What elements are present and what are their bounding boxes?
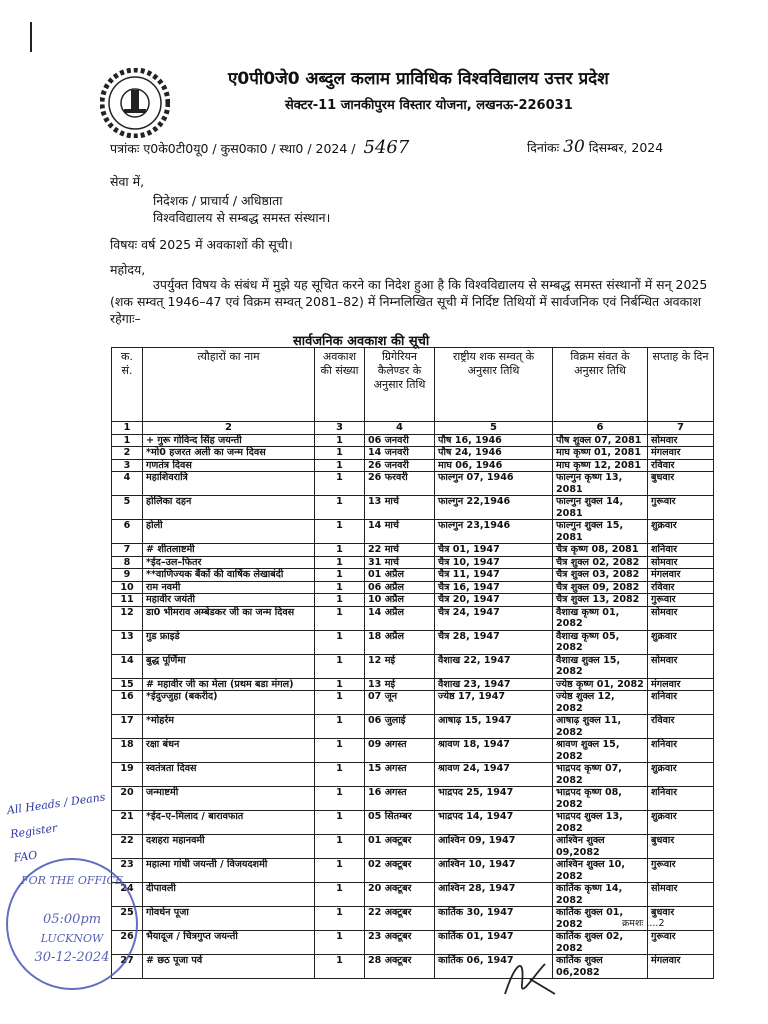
row-holiday-count: 1 bbox=[315, 569, 365, 582]
header-gregorian-date: ग्रिगेरियन कैलेण्डर के अनुसार तिथि bbox=[365, 348, 435, 422]
table-row bbox=[112, 606, 714, 630]
row-gregorian-date: 31 मार्च bbox=[365, 556, 435, 569]
row-gregorian-date: 05 सितम्बर bbox=[365, 811, 435, 835]
row-vikram-date: कार्तिक शुक्ल 06,2082 bbox=[553, 955, 648, 979]
column-number: 5 bbox=[435, 422, 553, 435]
row-vikram-date: चैत्र कृष्ण 08, 2081 bbox=[553, 544, 648, 557]
row-serial: 3 bbox=[112, 459, 143, 472]
header-weekday: सप्ताह के दिन bbox=[648, 348, 714, 422]
row-holiday-count: 1 bbox=[315, 556, 365, 569]
row-gregorian-date: 22 अक्टूबर bbox=[365, 907, 435, 931]
header-shaka-date: राष्ट्रीय शक सम्वत् के अनुसार तिथि bbox=[435, 348, 553, 422]
row-serial: 26 bbox=[112, 931, 143, 955]
row-gregorian-date: 23 अक्टूबर bbox=[365, 931, 435, 955]
row-weekday: बुधवार bbox=[648, 907, 714, 931]
date-label: दिनांकः bbox=[527, 140, 560, 155]
margin-mark bbox=[30, 22, 32, 52]
row-shaka-date: भाद्रपद 25, 1947 bbox=[435, 787, 553, 811]
column-number: 3 bbox=[315, 422, 365, 435]
row-holiday-count: 1 bbox=[315, 520, 365, 544]
row-holiday-count: 1 bbox=[315, 459, 365, 472]
row-gregorian-date: 16 अगस्त bbox=[365, 787, 435, 811]
row-holiday-count: 1 bbox=[315, 544, 365, 557]
margin-note-line-3: FAO bbox=[12, 848, 39, 865]
row-weekday: सोमवार bbox=[648, 434, 714, 447]
row-shaka-date: फाल्गुन 07, 1946 bbox=[435, 472, 553, 496]
row-shaka-date: वैशाख 23, 1947 bbox=[435, 678, 553, 691]
row-festival-name: **वाणिज्यक बैंकों की वार्षिक लेखाबंदी bbox=[143, 569, 315, 582]
margin-note-line-1: All Heads / Deans bbox=[6, 790, 107, 818]
row-serial: 2 bbox=[112, 447, 143, 460]
column-number: 2 bbox=[143, 422, 315, 435]
row-shaka-date: आश्विन 10, 1947 bbox=[435, 859, 553, 883]
row-serial: 17 bbox=[112, 715, 143, 739]
row-shaka-date: ज्येष्ठ 17, 1947 bbox=[435, 691, 553, 715]
row-serial: 7 bbox=[112, 544, 143, 557]
row-holiday-count: 1 bbox=[315, 811, 365, 835]
row-festival-name: महाशिवरात्रि bbox=[143, 472, 315, 496]
row-holiday-count: 1 bbox=[315, 955, 365, 979]
header-serial: क. सं. bbox=[112, 348, 143, 422]
row-gregorian-date: 09 अगस्त bbox=[365, 739, 435, 763]
row-vikram-date: वैशाख शुक्ल 15, 2082 bbox=[553, 654, 648, 678]
row-vikram-date: वैशाख कृष्ण 01, 2082 bbox=[553, 606, 648, 630]
row-serial: 22 bbox=[112, 835, 143, 859]
row-holiday-count: 1 bbox=[315, 606, 365, 630]
row-serial: 12 bbox=[112, 606, 143, 630]
row-festival-name: + गुरू गोविन्द सिंह जयन्ती bbox=[143, 434, 315, 447]
row-weekday: बुधवार bbox=[648, 835, 714, 859]
row-holiday-count: 1 bbox=[315, 691, 365, 715]
column-number: 1 bbox=[112, 422, 143, 435]
row-vikram-date: चैत्र शुक्ल 03, 2082 bbox=[553, 569, 648, 582]
row-festival-name: *ईद–ए–मिलाद / बारावफात bbox=[143, 811, 315, 835]
row-gregorian-date: 20 अक्टूबर bbox=[365, 883, 435, 907]
reference-handwritten-number: 5467 bbox=[363, 137, 410, 158]
row-festival-name: रक्षा बंधन bbox=[143, 739, 315, 763]
stamp-city: LUCKNOW bbox=[40, 932, 104, 945]
table-row bbox=[112, 434, 714, 447]
row-vikram-date: चैत्र शुक्ल 02, 2082 bbox=[553, 556, 648, 569]
table-row bbox=[112, 691, 714, 715]
row-gregorian-date: 06 जनवरी bbox=[365, 434, 435, 447]
row-shaka-date: पौष 16, 1946 bbox=[435, 434, 553, 447]
row-weekday: शनिवार bbox=[648, 787, 714, 811]
row-weekday: रविवार bbox=[648, 715, 714, 739]
row-festival-name: गोवर्धन पूजा bbox=[143, 907, 315, 931]
table-row bbox=[112, 569, 714, 582]
row-shaka-date: भाद्रपद 14, 1947 bbox=[435, 811, 553, 835]
column-number-row bbox=[112, 422, 714, 435]
row-gregorian-date: 06 जुलाई bbox=[365, 715, 435, 739]
row-serial: 9 bbox=[112, 569, 143, 582]
row-shaka-date: चैत्र 16, 1947 bbox=[435, 581, 553, 594]
university-name: ए0पी0जे0 अब्दुल कलाम प्राविधिक विश्वविद्यालय उत्तर प्रदेश bbox=[228, 69, 609, 89]
row-gregorian-date: 18 अप्रैल bbox=[365, 630, 435, 654]
row-shaka-date: कार्तिक 01, 1947 bbox=[435, 931, 553, 955]
header-holiday-count: अवकाश की संख्या bbox=[315, 348, 365, 422]
row-holiday-count: 1 bbox=[315, 763, 365, 787]
row-gregorian-date: 26 जनवरी bbox=[365, 459, 435, 472]
row-weekday: मंगलवार bbox=[648, 955, 714, 979]
row-serial: 27 bbox=[112, 955, 143, 979]
row-holiday-count: 1 bbox=[315, 907, 365, 931]
table-row bbox=[112, 811, 714, 835]
row-festival-name: *मोहर्रम bbox=[143, 715, 315, 739]
table-row bbox=[112, 931, 714, 955]
row-gregorian-date: 01 अप्रैल bbox=[365, 569, 435, 582]
row-holiday-count: 1 bbox=[315, 496, 365, 520]
row-shaka-date: चैत्र 20, 1947 bbox=[435, 594, 553, 607]
row-serial: 13 bbox=[112, 630, 143, 654]
row-vikram-date: कार्तिक शुक्ल 01, 2082 bbox=[553, 907, 648, 931]
row-gregorian-date: 10 अप्रैल bbox=[365, 594, 435, 607]
row-weekday: शनिवार bbox=[648, 544, 714, 557]
row-holiday-count: 1 bbox=[315, 594, 365, 607]
reference-number bbox=[110, 137, 409, 158]
row-shaka-date: आश्विन 09, 1947 bbox=[435, 835, 553, 859]
row-weekday: मंगलवार bbox=[648, 569, 714, 582]
row-festival-name: जन्माष्टमी bbox=[143, 787, 315, 811]
row-serial: 1 bbox=[112, 434, 143, 447]
row-serial: 18 bbox=[112, 739, 143, 763]
row-holiday-count: 1 bbox=[315, 739, 365, 763]
row-shaka-date: कार्तिक 06, 1947 bbox=[435, 955, 553, 979]
row-holiday-count: 1 bbox=[315, 787, 365, 811]
date-rest: दिसम्बर, 2024 bbox=[588, 140, 664, 155]
table-title: सार्वजनिक अवकाश की सूची bbox=[293, 334, 430, 349]
row-serial: 20 bbox=[112, 787, 143, 811]
table-row bbox=[112, 859, 714, 883]
row-holiday-count: 1 bbox=[315, 835, 365, 859]
row-vikram-date: आश्विन शुक्ल 09,2082 bbox=[553, 835, 648, 859]
reference-label: पत्रांकः ए0के0टी0यू0 / कुस0का0 / स्था0 / 2024 / bbox=[110, 141, 356, 156]
row-shaka-date: चैत्र 28, 1947 bbox=[435, 630, 553, 654]
column-number: 6 bbox=[553, 422, 648, 435]
row-vikram-date: आश्विन शुक्ल 10, 2082 bbox=[553, 859, 648, 883]
table-row bbox=[112, 763, 714, 787]
row-festival-name: स्वतंत्रता दिवस bbox=[143, 763, 315, 787]
row-shaka-date: कार्तिक 30, 1947 bbox=[435, 907, 553, 931]
row-shaka-date: चैत्र 10, 1947 bbox=[435, 556, 553, 569]
table-row bbox=[112, 955, 714, 979]
table-row bbox=[112, 835, 714, 859]
subject-line: विषयः वर्ष 2025 में अवकाशों की सूची। bbox=[110, 237, 293, 252]
row-weekday: सोमवार bbox=[648, 606, 714, 630]
column-number: 4 bbox=[365, 422, 435, 435]
table-row bbox=[112, 883, 714, 907]
row-weekday: सोमवार bbox=[648, 654, 714, 678]
row-serial: 25 bbox=[112, 907, 143, 931]
row-festival-name: # छठ पूजा पर्व bbox=[143, 955, 315, 979]
row-vikram-date: चैत्र शुक्ल 13, 2082 bbox=[553, 594, 648, 607]
row-serial: 11 bbox=[112, 594, 143, 607]
row-weekday: गुरूवार bbox=[648, 594, 714, 607]
row-festival-name: राम नवमी bbox=[143, 581, 315, 594]
row-festival-name: # महावीर जी का मेला (प्रथम बडा मंगल) bbox=[143, 678, 315, 691]
row-gregorian-date: 22 मार्च bbox=[365, 544, 435, 557]
row-gregorian-date: 13 मई bbox=[365, 678, 435, 691]
row-gregorian-date: 07 जून bbox=[365, 691, 435, 715]
row-vikram-date: भाद्रपद कृष्ण 08, 2082 bbox=[553, 787, 648, 811]
row-weekday: सोमवार bbox=[648, 556, 714, 569]
row-shaka-date: पौष 24, 1946 bbox=[435, 447, 553, 460]
row-holiday-count: 1 bbox=[315, 678, 365, 691]
row-weekday: सोमवार bbox=[648, 883, 714, 907]
salutation: सेवा में, bbox=[110, 174, 145, 189]
row-weekday: मंगलवार bbox=[648, 447, 714, 460]
row-shaka-date: आश्विन 28, 1947 bbox=[435, 883, 553, 907]
row-gregorian-date: 02 अक्टूबर bbox=[365, 859, 435, 883]
row-serial: 6 bbox=[112, 520, 143, 544]
header-vikram-date: विक्रम संवत के अनुसार तिथि bbox=[553, 348, 648, 422]
row-vikram-date: ज्येष्ठ शुक्ल 12, 2082 bbox=[553, 691, 648, 715]
row-holiday-count: 1 bbox=[315, 434, 365, 447]
row-serial: 5 bbox=[112, 496, 143, 520]
row-holiday-count: 1 bbox=[315, 447, 365, 460]
row-shaka-date: चैत्र 24, 1947 bbox=[435, 606, 553, 630]
row-vikram-date: कार्तिक कृष्ण 14, 2082 bbox=[553, 883, 648, 907]
row-shaka-date: माघ 06, 1946 bbox=[435, 459, 553, 472]
row-vikram-date: भाद्रपद कृष्ण 07, 2082 bbox=[553, 763, 648, 787]
row-weekday: मंगलवार bbox=[648, 678, 714, 691]
row-weekday: गुरूवार bbox=[648, 859, 714, 883]
addressee-line-2: विश्वविद्यालय से सम्बद्ध समस्त संस्थान। bbox=[153, 210, 331, 225]
row-shaka-date: वैशाख 22, 1947 bbox=[435, 654, 553, 678]
row-gregorian-date: 06 अप्रैल bbox=[365, 581, 435, 594]
row-vikram-date: फाल्गुन शुक्ल 15, 2081 bbox=[553, 520, 648, 544]
row-festival-name: *मो0 हजरत अली का जन्म दिवस bbox=[143, 447, 315, 460]
column-number: 7 bbox=[648, 422, 714, 435]
table-row bbox=[112, 472, 714, 496]
row-shaka-date: आषाढ़ 15, 1947 bbox=[435, 715, 553, 739]
row-festival-name: भैयादूज / चित्रगुप्त जयन्ती bbox=[143, 931, 315, 955]
row-weekday: रविवार bbox=[648, 581, 714, 594]
university-logo-icon bbox=[100, 68, 170, 138]
row-serial: 15 bbox=[112, 678, 143, 691]
row-festival-name: डा0 भीमराव अम्बेडकर जी का जन्म दिवस bbox=[143, 606, 315, 630]
table-row bbox=[112, 715, 714, 739]
row-vikram-date: चैत्र शुक्ल 09, 2082 bbox=[553, 581, 648, 594]
table-row bbox=[112, 556, 714, 569]
row-serial: 4 bbox=[112, 472, 143, 496]
row-vikram-date: माघ कृष्ण 12, 2081 bbox=[553, 459, 648, 472]
row-festival-name: होली bbox=[143, 520, 315, 544]
row-festival-name: गणतंत्र दिवस bbox=[143, 459, 315, 472]
row-shaka-date: फाल्गुन 23,1946 bbox=[435, 520, 553, 544]
table-header-row bbox=[112, 348, 714, 422]
signature-icon bbox=[500, 944, 560, 1004]
table-row bbox=[112, 581, 714, 594]
row-gregorian-date: 28 अक्टूबर bbox=[365, 955, 435, 979]
row-serial: 21 bbox=[112, 811, 143, 835]
greeting: महोदय, bbox=[110, 262, 146, 277]
row-vikram-date: भाद्रपद शुक्ल 13, 2082 bbox=[553, 811, 648, 835]
table-row bbox=[112, 594, 714, 607]
handwritten-margin-note bbox=[5, 785, 113, 870]
row-shaka-date: चैत्र 11, 1947 bbox=[435, 569, 553, 582]
row-gregorian-date: 14 अप्रैल bbox=[365, 606, 435, 630]
row-festival-name: महात्मा गांधी जयन्ती / विजयदशमी bbox=[143, 859, 315, 883]
row-serial: 10 bbox=[112, 581, 143, 594]
row-weekday: बुधवार bbox=[648, 472, 714, 496]
row-festival-name: महावीर जयंती bbox=[143, 594, 315, 607]
row-weekday: शुक्रवार bbox=[648, 763, 714, 787]
row-vikram-date: वैशाख कृष्ण 05, 2082 bbox=[553, 630, 648, 654]
row-shaka-date: फाल्गुन 22,1946 bbox=[435, 496, 553, 520]
continued-note: क्रमशः ....2 bbox=[622, 918, 665, 929]
row-weekday: शुक्रवार bbox=[648, 520, 714, 544]
row-gregorian-date: 12 मई bbox=[365, 654, 435, 678]
body-paragraph: उपर्युक्त विषय के संबंध में मुझे यह सूचित करने का निदेश हुआ है कि विश्वविद्यालय से सम्बद्ध समस्त संस्थानों में सन् 2025 (शक सम्वत् 1946–47 एवं विक्रम सम्वत् 2081–82) में निम्नलिखित सूची में निर्दिष्ट तिथियों में सार्वजनिक एवं निर्बन्धित अवकाश रहेगाः– bbox=[110, 277, 708, 326]
row-gregorian-date: 01 अक्टूबर bbox=[365, 835, 435, 859]
row-gregorian-date: 14 जनवरी bbox=[365, 447, 435, 460]
row-vikram-date: पौष शुक्ल 07, 2081 bbox=[553, 434, 648, 447]
row-holiday-count: 1 bbox=[315, 581, 365, 594]
row-weekday: शनिवार bbox=[648, 739, 714, 763]
row-vikram-date: आषाढ़ शुक्ल 11, 2082 bbox=[553, 715, 648, 739]
table-row bbox=[112, 678, 714, 691]
stamp-office-text: FOR THE OFFICE bbox=[21, 874, 123, 887]
table-row bbox=[112, 544, 714, 557]
table-row bbox=[112, 654, 714, 678]
row-serial: 8 bbox=[112, 556, 143, 569]
row-holiday-count: 1 bbox=[315, 472, 365, 496]
row-weekday: गुरूवार bbox=[648, 496, 714, 520]
row-vikram-date: माघ कृष्ण 01, 2081 bbox=[553, 447, 648, 460]
received-stamp bbox=[6, 858, 138, 990]
row-vikram-date: फाल्गुन कृष्ण 13, 2081 bbox=[553, 472, 648, 496]
row-holiday-count: 1 bbox=[315, 654, 365, 678]
row-gregorian-date: 13 मार्च bbox=[365, 496, 435, 520]
margin-note-line-2: Register bbox=[9, 821, 59, 841]
letter-date bbox=[527, 137, 663, 157]
row-serial: 24 bbox=[112, 883, 143, 907]
row-holiday-count: 1 bbox=[315, 931, 365, 955]
row-gregorian-date: 14 मार्च bbox=[365, 520, 435, 544]
row-serial: 19 bbox=[112, 763, 143, 787]
row-festival-name: दीपावली bbox=[143, 883, 315, 907]
row-serial: 23 bbox=[112, 859, 143, 883]
row-serial: 14 bbox=[112, 654, 143, 678]
stamp-date: 30-12-2024 bbox=[34, 950, 110, 965]
table-row bbox=[112, 630, 714, 654]
row-festival-name: गुड फ्राइडे bbox=[143, 630, 315, 654]
row-shaka-date: श्रावण 24, 1947 bbox=[435, 763, 553, 787]
table-row bbox=[112, 739, 714, 763]
row-festival-name: # शीतलाष्टमी bbox=[143, 544, 315, 557]
table-row bbox=[112, 520, 714, 544]
row-shaka-date: श्रावण 18, 1947 bbox=[435, 739, 553, 763]
row-vikram-date: श्रावण शुक्ल 15, 2082 bbox=[553, 739, 648, 763]
table-row bbox=[112, 787, 714, 811]
row-holiday-count: 1 bbox=[315, 883, 365, 907]
row-weekday: रविवार bbox=[648, 459, 714, 472]
row-holiday-count: 1 bbox=[315, 630, 365, 654]
row-holiday-count: 1 bbox=[315, 715, 365, 739]
row-serial: 16 bbox=[112, 691, 143, 715]
row-vikram-date: ज्येष्ठ कृष्ण 01, 2082 bbox=[553, 678, 648, 691]
table-row bbox=[112, 459, 714, 472]
row-festival-name: *ईद–उल–फितर bbox=[143, 556, 315, 569]
row-vikram-date: कार्तिक शुक्ल 02, 2082 bbox=[553, 931, 648, 955]
row-shaka-date: चैत्र 01, 1947 bbox=[435, 544, 553, 557]
row-weekday: शुक्रवार bbox=[648, 630, 714, 654]
row-vikram-date: फाल्गुन शुक्ल 14, 2081 bbox=[553, 496, 648, 520]
addressee-line-1: निदेशक / प्राचार्य / अधिष्ठाता bbox=[153, 193, 283, 208]
row-weekday: गुरूवार bbox=[648, 931, 714, 955]
row-holiday-count: 1 bbox=[315, 859, 365, 883]
table-row bbox=[112, 447, 714, 460]
row-gregorian-date: 26 फरवरी bbox=[365, 472, 435, 496]
holiday-table bbox=[111, 347, 714, 979]
header-festival-name: त्यौहारों का नाम bbox=[143, 348, 315, 422]
row-festival-name: दशहरा महानवमी bbox=[143, 835, 315, 859]
row-weekday: शुक्रवार bbox=[648, 811, 714, 835]
stamp-time: 05:00pm bbox=[42, 912, 102, 927]
row-gregorian-date: 15 अगस्त bbox=[365, 763, 435, 787]
table-row bbox=[112, 496, 714, 520]
date-handwritten-day: 30 bbox=[563, 137, 585, 157]
university-address: सेक्टर-11 जानकीपुरम विस्तार योजना, लखनऊ-226031 bbox=[285, 98, 573, 113]
row-weekday: शनिवार bbox=[648, 691, 714, 715]
row-festival-name: होलिका दहन bbox=[143, 496, 315, 520]
row-festival-name: *ईदुज्जुहा (बकरीद) bbox=[143, 691, 315, 715]
row-festival-name: बुद्ध पूर्णिमा bbox=[143, 654, 315, 678]
